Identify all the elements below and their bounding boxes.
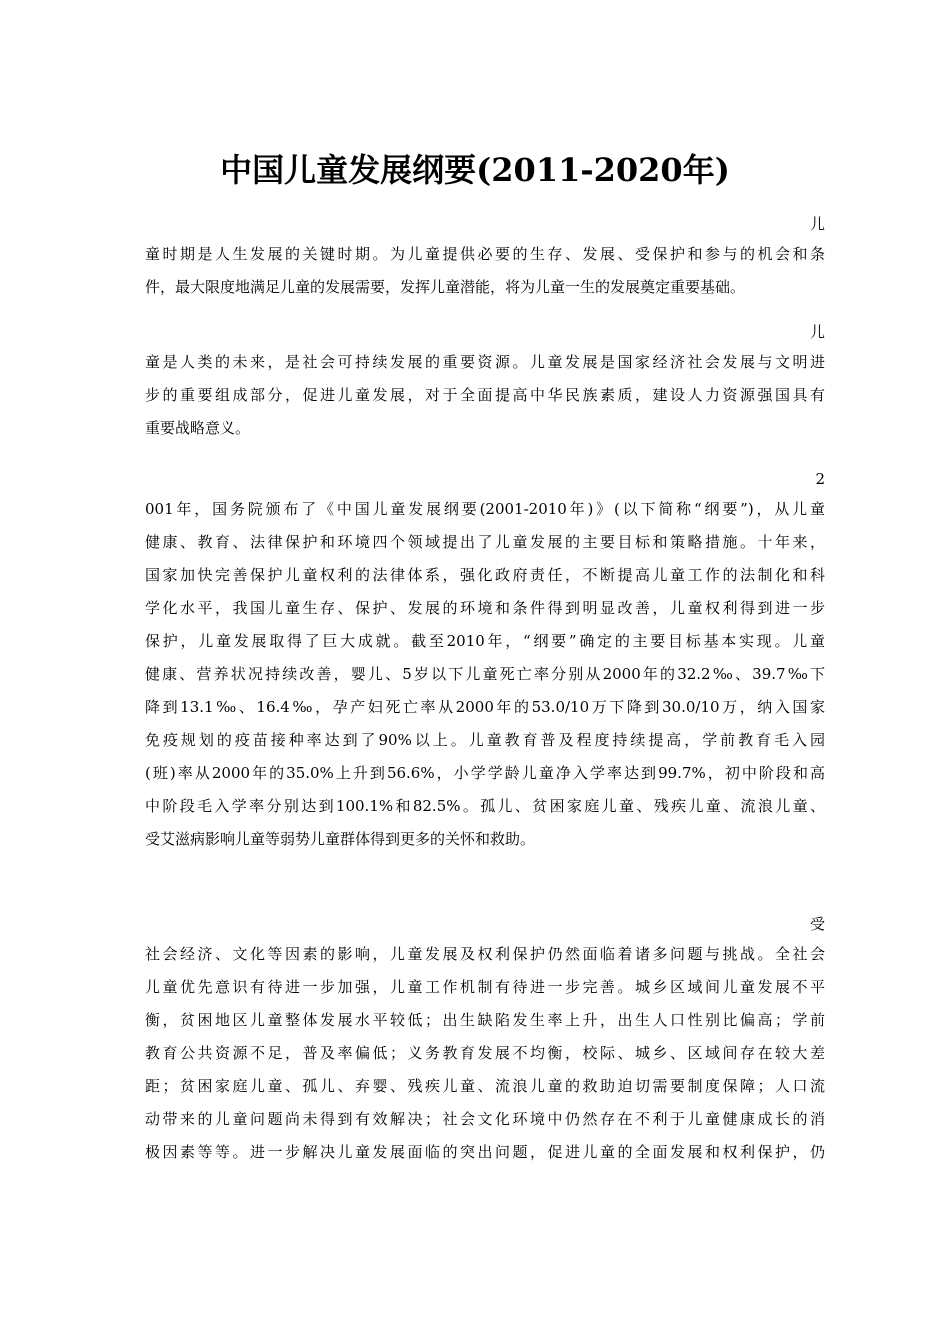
paragraph-line: 儿童优先意识有待进一步加强，儿童工作机制有待进一步完善。城乡区域间儿童发展不平 <box>145 978 825 996</box>
paragraph-line: 学化水平，我国儿童生存、保护、发展的环境和条件得到明显改善，儿童权利得到进一步 <box>145 599 825 617</box>
paragraph-line: 步的重要组成部分，促进儿童发展，对于全面提高中华民族素质，建设人力资源强国具有 <box>145 386 825 404</box>
paragraph-line: 教育公共资源不足，普及率偏低；义务教育发展不均衡，校际、城乡、区域间存在较大差 <box>145 1044 825 1062</box>
paragraph-line: 中阶段毛入学率分别达到100.1%和82.5%。孤儿、贫困家庭儿童、残疾儿童、流浪儿童、 <box>145 797 825 815</box>
paragraph-line: 重要战略意义。 <box>145 419 251 437</box>
paragraph-1 <box>145 210 825 304</box>
paragraph-4 <box>145 910 825 1169</box>
paragraph-line: 健康、营养状况持续改善，婴儿、5岁以下儿童死亡率分别从2000年的32.2‰、39.7‰下 <box>145 665 825 683</box>
paragraph-line: 保护，儿童发展取得了巨大成就。截至2010年，“纲要”确定的主要目标基本实现。儿童 <box>145 632 825 650</box>
paragraph-2 <box>145 318 825 445</box>
paragraph-lead-char: 儿 <box>809 215 825 233</box>
paragraph-line: 免疫规划的疫苗接种率达到了90%以上。儿童教育普及程度持续提高，学前教育毛入园 <box>145 731 825 749</box>
paragraph-line: 001年，国务院颁布了《中国儿童发展纲要(2001-2010年)》(以下简称“纲要”)，从儿童 <box>145 500 825 518</box>
paragraph-line: 极因素等等。进一步解决儿童发展面临的突出问题，促进儿童的全面发展和权利保护，仍 <box>145 1143 825 1161</box>
paragraph-line: 距；贫困家庭儿童、孤儿、弃婴、残疾儿童、流浪儿童的救助迫切需要制度保障；人口流 <box>145 1077 825 1095</box>
document-title: 中国儿童发展纲要(2011-2020年) <box>220 151 730 189</box>
paragraph-lead-char: 受 <box>809 915 825 933</box>
paragraph-line: 童是人类的未来，是社会可持续发展的重要资源。儿童发展是国家经济社会发展与文明进 <box>145 353 825 371</box>
paragraph-line: 降到13.1‰、16.4‰，孕产妇死亡率从2000年的53.0/10万下降到30.0/10万，纳入国家 <box>145 698 825 716</box>
paragraph-line: 件，最大限度地满足儿童的发展需要，发挥儿童潜能，将为儿童一生的发展奠定重要基础。 <box>145 278 746 296</box>
paragraph-line: 健康、教育、法律保护和环境四个领域提出了儿童发展的主要目标和策略措施。十年来， <box>145 533 825 551</box>
paragraph-line: 社会经济、文化等因素的影响，儿童发展及权利保护仍然面临着诸多问题与挑战。全社会 <box>145 945 825 963</box>
paragraph-lead-char: 2 <box>815 470 825 488</box>
paragraph-line: 动带来的儿童问题尚未得到有效解决；社会文化环境中仍然存在不利于儿童健康成长的消 <box>145 1110 825 1128</box>
paragraph-lead-char: 儿 <box>809 323 825 341</box>
paragraph-line: 衡，贫困地区儿童整体发展水平较低；出生缺陷发生率上升，出生人口性别比偏高；学前 <box>145 1011 825 1029</box>
paragraph-line: (班)率从2000年的35.0%上升到56.6%，小学学龄儿童净入学率达到99.7%，初中阶段和高 <box>145 764 825 782</box>
paragraph-3 <box>145 465 825 856</box>
paragraph-line: 受艾滋病影响儿童等弱势儿童群体得到更多的关怀和救助。 <box>145 830 536 848</box>
paragraph-line: 国家加快完善保护儿童权利的法律体系，强化政府责任，不断提高儿童工作的法制化和科 <box>145 566 825 584</box>
paragraph-line: 童时期是人生发展的关键时期。为儿童提供必要的生存、发展、受保护和参与的机会和条 <box>145 245 825 263</box>
